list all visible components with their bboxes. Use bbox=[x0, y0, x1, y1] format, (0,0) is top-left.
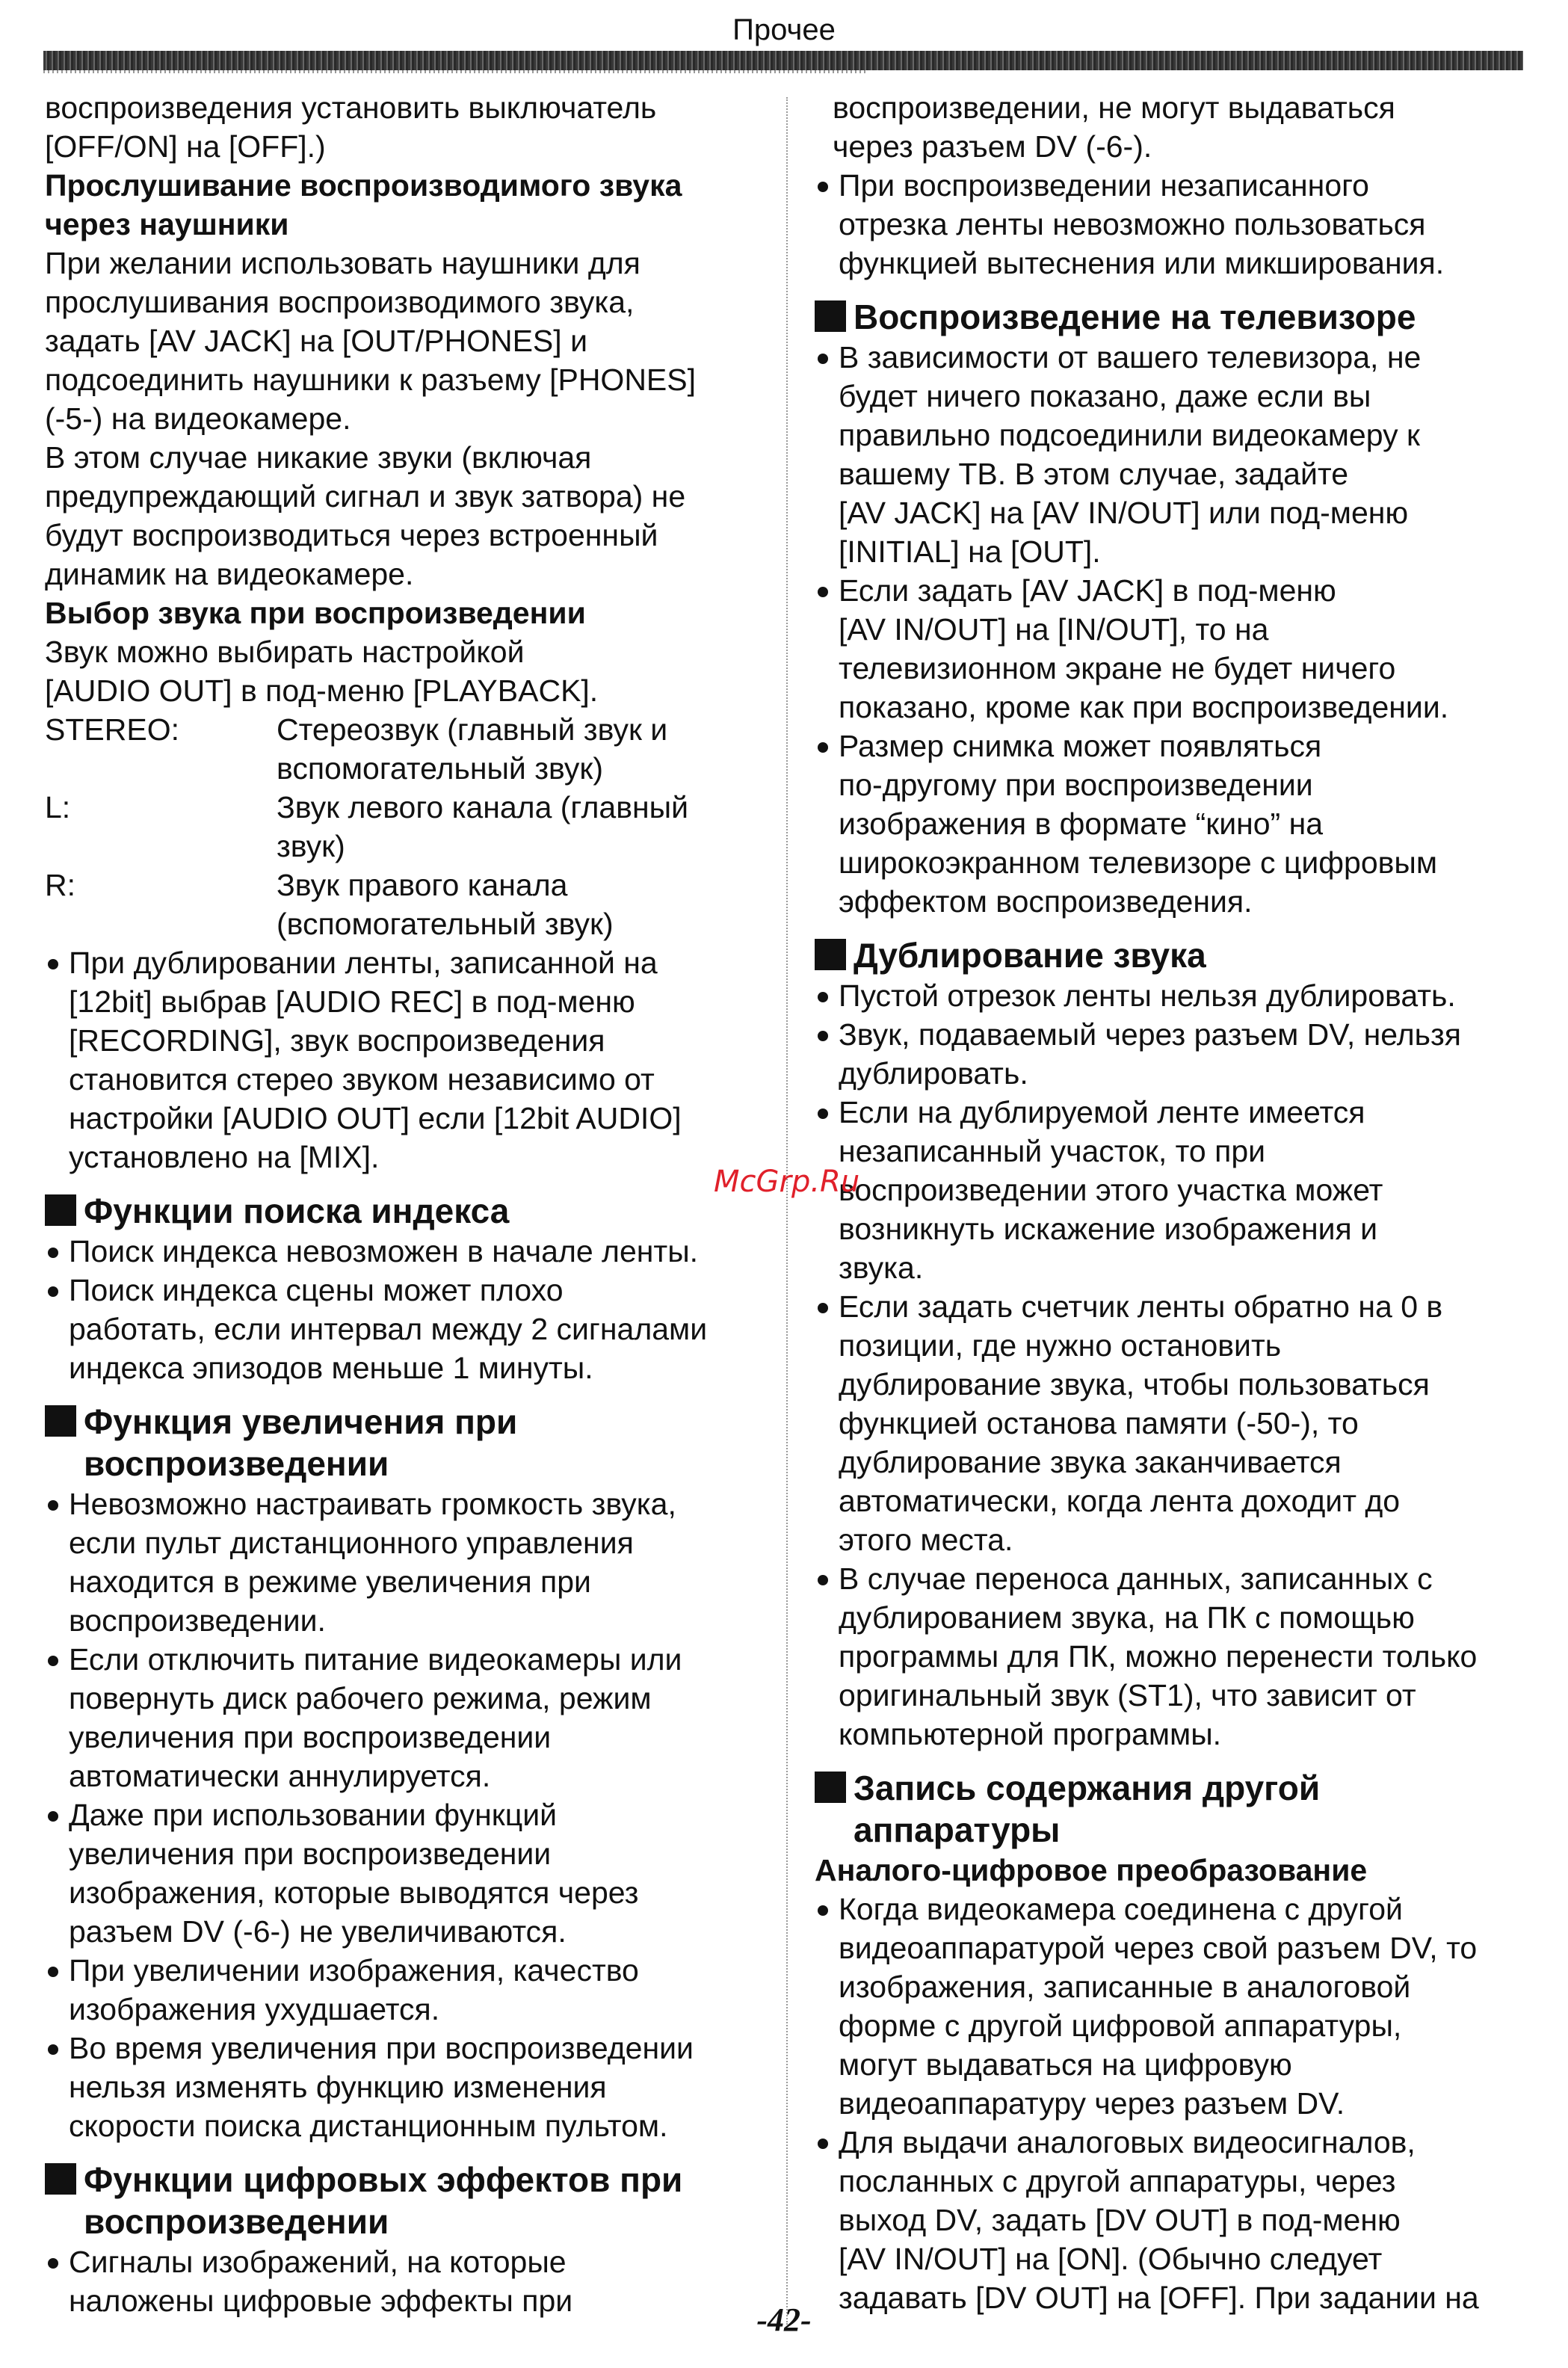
bullet-item bbox=[815, 338, 1532, 571]
bullet-icon bbox=[45, 1951, 69, 2029]
bullet-item bbox=[815, 2123, 1532, 2317]
term: L: bbox=[45, 790, 71, 824]
definition-row bbox=[45, 866, 777, 943]
definition: Стереозвук (главный звук и вспомогательный звук) bbox=[277, 712, 668, 786]
section-title: Функции поиска индекса bbox=[84, 1191, 510, 1230]
bullet-text: Поиск индекса сцены может плохо работать, если интервал между 2 сигналами индекса эпизодов меньше 1 минуты. bbox=[69, 1273, 708, 1385]
square-marker-icon bbox=[45, 1405, 76, 1437]
section-title: Воспроизведение на телевизоре bbox=[854, 297, 1416, 336]
bullet-icon bbox=[45, 1271, 69, 1387]
bullet-icon bbox=[815, 1890, 839, 2123]
watermark: McGrp.Ru bbox=[714, 1165, 860, 1199]
header-rule bbox=[43, 51, 1523, 70]
term: STEREO: bbox=[45, 712, 179, 747]
bullet-item bbox=[45, 1232, 777, 1271]
definition-row bbox=[45, 710, 777, 788]
bullet-item bbox=[815, 571, 1532, 727]
bullet-icon bbox=[815, 1015, 839, 1093]
bullet-item bbox=[815, 166, 1532, 283]
bullet-text: Во время увеличения при воспроизведении нельзя изменять функцию изменения скорости поиска дистанционным пультом. bbox=[69, 2031, 694, 2143]
bullet-text: Размер снимка может появляться по-другому при воспроизведении изображения в формате “кино” на широкоэкранном телевизоре с цифровым эффектом воспроизведения. bbox=[839, 729, 1438, 919]
bullet-text: Если отключить питание видеокамеры или повернуть диск рабочего режима, режим увеличения при воспроизведении автоматически аннулируется. bbox=[69, 1642, 682, 1793]
bullet-item bbox=[815, 1890, 1532, 2123]
bullet-text: Невозможно настраивать громкость звука, если пульт дистанционного управления находится в режиме увеличения при воспроизведении. bbox=[69, 1487, 676, 1638]
bullet-text: При дублировании ленты, записанной на [12bit] выбрав [AUDIO REC] в под-меню [RECORDING], звук воспроизведения становится стерео звуком независимо от настройки [AUDIO OUT] если [12bit AUDIO] установлено на [MIX]. bbox=[69, 946, 682, 1174]
section-title: Функция увеличения при воспроизведении bbox=[84, 1402, 518, 1483]
bullet-text: Когда видеокамера соединена с другой видеоаппаратурой через свой разъем DV, то изображения, записанные в аналоговой форме с другой цифровой аппаратуры, могут выдаваться на цифровую видеоаппаратуру через разъем DV. bbox=[839, 1892, 1478, 2121]
square-marker-icon bbox=[815, 939, 846, 970]
bullet-text: Если на дублируемой ленте имеется незаписанный участок, то при воспроизведении этого участка может возникнуть искажение изображения и звука. bbox=[839, 1095, 1383, 1285]
definition: Звук левого канала (главный звук) bbox=[277, 790, 688, 863]
section-heading bbox=[815, 1767, 1532, 1851]
square-marker-icon bbox=[815, 1772, 846, 1803]
page-number: -42- bbox=[756, 2301, 812, 2338]
bullet-item bbox=[45, 1640, 777, 1795]
bullet-text: При увеличении изображения, качество изображения ухудшается. bbox=[69, 1953, 639, 2026]
section-title: Запись содержания другой аппаратуры bbox=[854, 1769, 1321, 1849]
square-marker-icon bbox=[45, 2163, 76, 2195]
bullet-icon bbox=[45, 943, 69, 1177]
bullet-icon bbox=[45, 1640, 69, 1795]
paragraph: Звук можно выбирать настройкой [AUDIO OUT] в под-меню [PLAYBACK]. bbox=[45, 635, 599, 708]
paragraph: воспроизведения установить выключатель [OFF/ON] на [OFF].) bbox=[45, 90, 657, 164]
bullet-item bbox=[815, 1093, 1532, 1287]
section-heading bbox=[45, 2159, 777, 2242]
right-column bbox=[815, 88, 1532, 2317]
section-heading bbox=[45, 1401, 777, 1484]
bullet-text: Если задать счетчик ленты обратно на 0 в позиции, где нужно остановить дублирование звука, чтобы пользоваться функцией останова памяти (-50-), то дублирование звука заканчивается автоматически, когда лента доходит до этого места. bbox=[839, 1289, 1443, 1557]
bullet-item bbox=[815, 976, 1532, 1015]
paragraph: При желании использовать наушники для прослушивания воспроизводимого звука, задать [AV JACK] на [OUT/PHONES] и подсоединить наушники к разъему [PHONES] (-5-) на видеокамере. В этом случае никакие звуки (включая предупреждающий сигнал и звук затвора) не будут воспроизводиться через встроенный динамик на видеокамере. bbox=[45, 246, 697, 591]
square-marker-icon bbox=[45, 1194, 76, 1226]
section-heading bbox=[815, 296, 1532, 338]
subheading: Прослушивание воспроизводимого звука через наушники bbox=[45, 168, 682, 241]
bullet-text: В зависимости от вашего телевизора, не будет ничего показано, даже если вы правильно подсоединили видеокамеру к вашему ТВ. В этом случае, задайте [AV JACK] на [AV IN/OUT] или под-меню [INITIAL] на [OUT]. bbox=[839, 340, 1422, 569]
definition-row bbox=[45, 788, 777, 866]
bullet-item bbox=[815, 727, 1532, 921]
bullet-text: При воспроизведении незаписанного отрезка ленты невозможно пользоваться функцией вытеснения или микширования. bbox=[839, 168, 1445, 280]
bullet-item bbox=[45, 1795, 777, 1951]
bullet-text: Сигналы изображений, на которые наложены цифровые эффекты при bbox=[69, 2245, 573, 2318]
section-heading bbox=[815, 934, 1532, 976]
bullet-item bbox=[45, 1271, 777, 1387]
bullet-icon bbox=[815, 338, 839, 571]
paragraph: воспроизведении, не могут выдаваться через разъем DV (-6-). bbox=[833, 90, 1395, 164]
subheading: Выбор звука при воспроизведении bbox=[45, 596, 586, 630]
bullet-text: Поиск индекса невозможен в начале ленты. bbox=[69, 1234, 699, 1268]
bullet-icon bbox=[815, 976, 839, 1015]
bullet-icon bbox=[45, 1795, 69, 1951]
bullet-icon bbox=[45, 2029, 69, 2145]
header-rule-fade bbox=[43, 70, 865, 73]
bullet-item bbox=[815, 1015, 1532, 1093]
bullet-icon bbox=[815, 571, 839, 727]
bullet-item bbox=[815, 1559, 1532, 1754]
page-header-title: Прочее bbox=[732, 13, 836, 46]
bullet-text: Пустой отрезок ленты нельзя дублировать. bbox=[839, 978, 1456, 1013]
square-marker-icon bbox=[815, 300, 846, 332]
bullet-item bbox=[45, 943, 777, 1177]
section-title: Функции цифровых эффектов при воспроизведении bbox=[84, 2160, 683, 2241]
bullet-text: Звук, подаваемый через разъем DV, нельзя дублировать. bbox=[839, 1017, 1462, 1091]
bullet-icon bbox=[815, 166, 839, 283]
bullet-item bbox=[45, 2029, 777, 2145]
column-divider bbox=[786, 97, 788, 2325]
section-title: Дублирование звука bbox=[854, 936, 1206, 975]
bullet-text: В случае переноса данных, записанных с дублированием звука, на ПК с помощью программы для ПК, можно перенести только оригинальный звук (ST1), что зависит от компьютерной программы. bbox=[839, 1561, 1478, 1751]
bullet-item bbox=[815, 1287, 1532, 1559]
term: R: bbox=[45, 868, 75, 902]
bullet-icon bbox=[45, 1484, 69, 1640]
bullet-item bbox=[45, 1484, 777, 1640]
bullet-text: Для выдачи аналоговых видеосигналов, посланных с другой аппаратуры, через выход DV, задать [DV OUT] в под-меню [AV IN/OUT] на [ON]. (Обычно следует задавать [DV OUT] на [OFF]. При задании на bbox=[839, 2125, 1479, 2315]
bullet-icon bbox=[45, 1232, 69, 1271]
bullet-icon bbox=[815, 1287, 839, 1559]
definition: Звук правого канала (вспомогательный звук) bbox=[277, 868, 614, 941]
bullet-text: Если задать [AV JACK] в под-меню [AV IN/OUT] на [IN/OUT], то на телевизионном экране не будет ничего показано, кроме как при воспроизведении. bbox=[839, 573, 1449, 724]
bullet-item bbox=[45, 1951, 777, 2029]
subheading: Аналого-цифровое преобразование bbox=[815, 1853, 1368, 1887]
bullet-text: Даже при использовании функций увеличения при воспроизведении изображения, которые выводятся через разъем DV (-6-) не увеличиваются. bbox=[69, 1798, 639, 1949]
left-column bbox=[45, 88, 777, 2320]
bullet-icon bbox=[815, 727, 839, 921]
bullet-icon bbox=[815, 2123, 839, 2317]
section-heading bbox=[45, 1190, 777, 1232]
bullet-icon bbox=[815, 1559, 839, 1754]
